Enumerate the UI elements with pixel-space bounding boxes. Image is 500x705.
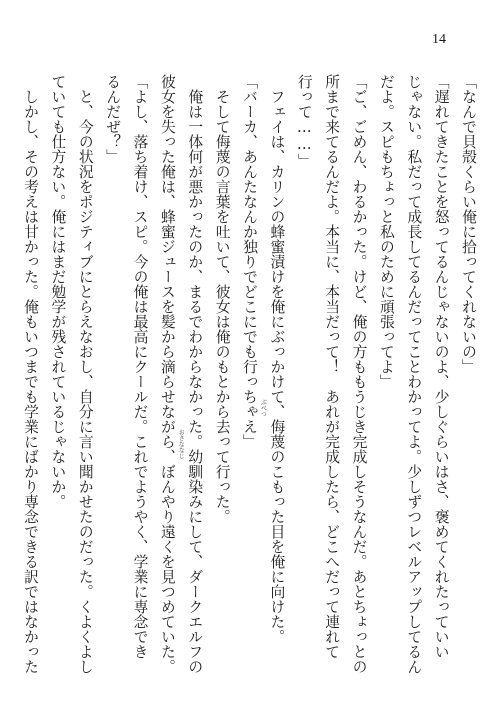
text-line-1: 「なんで貝殻くらい俺に拾ってくれないの」 — [460, 74, 477, 374]
text-line-7: 行って……」 — [295, 74, 313, 169]
furigana-bubetsu: ぶべつ — [259, 399, 267, 417]
text-line-11: 俺は一体何が悪かったのか、まるでわからなかった。幼馴染みにして、ダークエルフの — [186, 74, 204, 674]
text-line-8-wrap — [259, 74, 287, 674]
vertical-text-body — [19, 74, 479, 674]
text-line-9: 「バーカ、あんたなんか独りでどこにでも行っちゃえ」 — [241, 74, 258, 449]
text-line-16: ていても仕方ない。俺にはまだ勉学が残されているじゃないか。 — [49, 74, 67, 509]
text-line-14: るんだぜ？」 — [104, 74, 122, 164]
text-line-2: 「遅れてきたことを怒ってるんじゃないのよ、少しぐらいはさ、褒めてくれたっていい — [432, 74, 450, 659]
text-line-11-wrap — [177, 74, 205, 674]
text-line-17: しかし、その考えは甘かった。俺もいつまでも学業にばかり専念できる訳ではなかった — [22, 74, 39, 674]
text-line-12: 彼女を失った俺は、蜂蜜ジュースを髪から滴らせながら、ぼんやり遠くを見つめていた。 — [158, 74, 176, 674]
text-line-15: と、今の状況をポジティブにとらえなおし、自分に言い聞かせたのだった。くよくよし — [76, 74, 94, 674]
text-line-5: 「ご、ごめん、わるかった。けど、俺の方ももうじき完成しそうなんだ。あとちょっとの — [350, 74, 368, 674]
page-number: 14 — [432, 32, 446, 47]
text-line-3: じゃない。私だって成長してるんだってことわかってよ。少しずつレベルアップしてるん — [405, 74, 423, 674]
furigana-osananajimi: おさななじ — [177, 429, 185, 459]
text-line-4: だよ。スピもちょっと私のために頑張ってよ」 — [377, 74, 395, 389]
text-line-10: そして侮蔑の言葉を吐いて、彼女は俺のもとから去って行った。 — [213, 74, 231, 524]
text-line-6: 所まで来てるんだよ。本当に、本当だって！ あれが完成したら、どこへだって連れて — [323, 74, 341, 659]
text-line-8: フェイは、カリンの蜂蜜漬けを俺にぶっかけて、侮蔑のこもった目を俺に向けた。 — [268, 74, 286, 644]
text-line-13: 「よし、落ち着け、スピ。今の俺は最高にクールだ。これでようやく、学業に専念でき — [131, 74, 149, 659]
